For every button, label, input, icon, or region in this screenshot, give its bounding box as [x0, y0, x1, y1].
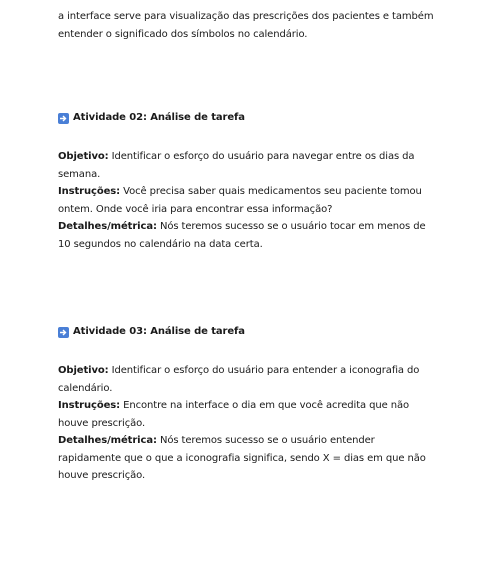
metrics-paragraph	[58, 432, 438, 485]
activity-02-section	[58, 108, 438, 253]
activity-details	[58, 362, 438, 485]
objective-paragraph	[58, 148, 438, 183]
metrics-label: Detalhes/métrica:	[58, 221, 157, 232]
activity-03-section	[58, 322, 438, 485]
objective-label: Objetivo:	[58, 151, 109, 162]
metrics-text: Nós teremos sucesso se o usuário entender rapidamente que o que a iconografia significa, sendo X = dias em que não houve prescrição.	[58, 435, 426, 481]
instructions-label: Instruções:	[58, 400, 121, 411]
right-arrow-icon	[58, 327, 69, 338]
instructions-paragraph	[58, 397, 438, 432]
instructions-text: Você precisa saber quais medicamentos seu paciente tomou ontem. Onde você iria para encontrar essa informação?	[58, 186, 422, 215]
metrics-label: Detalhes/métrica:	[58, 435, 157, 446]
objective-label: Objetivo:	[58, 365, 109, 376]
metrics-text: Nós teremos sucesso se o usuário tocar em menos de 10 segundos no calendário na data certa.	[58, 221, 426, 250]
objective-paragraph	[58, 362, 438, 397]
activity-details	[58, 148, 438, 253]
activity-heading	[58, 108, 438, 128]
metrics-paragraph	[58, 218, 438, 253]
objective-text: Identificar o esforço do usuário para entender a iconografia do calendário.	[58, 365, 420, 394]
instructions-text: Encontre na interface o dia em que você acredita que não houve prescrição.	[58, 400, 410, 429]
instructions-paragraph	[58, 183, 438, 218]
activity-heading	[58, 322, 438, 342]
objective-text: Identificar o esforço do usuário para navegar entre os dias da semana.	[58, 151, 415, 180]
activity-title: Atividade 02: Análise de tarefa	[73, 112, 245, 123]
activity-title: Atividade 03: Análise de tarefa	[73, 326, 245, 337]
intro-paragraph: a interface serve para visualização das prescrições dos pacientes e também entender o significado dos símbolos no calendário.	[58, 11, 434, 40]
instructions-label: Instruções:	[58, 186, 121, 197]
right-arrow-icon	[58, 113, 69, 124]
